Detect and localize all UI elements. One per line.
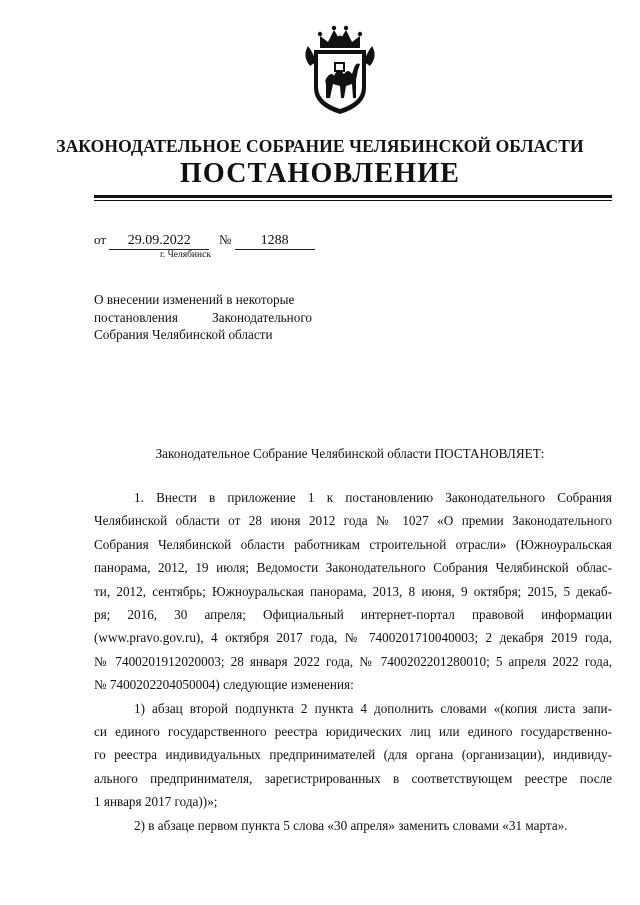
body-line: панорама, 2012, 19 июля; Ведомости Законодательного Собрания Челябинской облас- xyxy=(94,560,612,576)
date-prefix: от xyxy=(94,232,107,247)
body-line: Челябинской области от 28 июня 2012 года № 1027 «О премии Законодательного xyxy=(94,513,612,529)
coat-of-arms-icon xyxy=(298,22,382,118)
body-line: (www.pravo.gov.ru), 4 октября 2017 года, № 7400201710040003; 2 декабря 2019 года, xyxy=(94,630,612,646)
resolve-statement: Законодательное Собрание Челябинской области ПОСТАНОВЛЯЕТ: xyxy=(155,446,545,461)
subject-word: Законодательного xyxy=(212,309,312,325)
body-line: си единого государственного реестра юридических лиц или единого государственно- xyxy=(94,724,612,740)
header-divider-thin xyxy=(94,200,612,201)
body-line: ря; 2016, 30 апреля; Официальный интернет-портал правовой информации xyxy=(94,607,612,623)
body-line: 1. Внести в приложение 1 к постановлению Законодательного Собрания xyxy=(134,490,612,505)
header-divider-thick xyxy=(94,195,612,198)
body-line: № 7400201912020003; 28 января 2022 года, № 7400202201280010; 5 апреля 2022 года, xyxy=(94,653,612,669)
body-line: Собрания Челябинской области работникам строительной отрасли» (Южноуральская xyxy=(94,536,612,552)
body-line: № 7400202204050004) следующие изменения: xyxy=(94,677,354,693)
subject-line: О внесении изменений в некоторые xyxy=(94,292,295,307)
subject-line xyxy=(94,309,312,327)
body-line: 1) абзац второй подпункта 2 пункта 4 дополнить словами «(копия листа запи- xyxy=(134,700,612,716)
document-date: 29.09.2022 xyxy=(109,233,209,250)
subject-line: Собрания Челябинской области xyxy=(94,327,273,342)
body-line: 2) в абзаце первом пункта 5 слова «30 апреля» заменить словами «31 марта». xyxy=(134,817,568,833)
city-label: г. Челябинск xyxy=(160,250,211,260)
organization-name: ЗАКОНОДАТЕЛЬНОЕ СОБРАНИЕ ЧЕЛЯБИНСКОЙ ОБЛАСТИ xyxy=(56,136,584,156)
document-type-title: ПОСТАНОВЛЕНИЕ xyxy=(179,158,461,189)
body-line: ти, 2012, сентябрь; Южноуральская панорама, 2013, 8 июня, 9 октября; 2015, 5 декаб- xyxy=(94,583,612,599)
body-line: го реестра индивидуальных предпринимателей (для органа (организации), индивиду- xyxy=(94,747,612,763)
document-number: 1288 xyxy=(235,233,315,250)
subject-word: постановления xyxy=(94,309,178,325)
document-body xyxy=(94,486,612,837)
body-line: ального предпринимателя, зарегистрированных в соответствующем реестре после xyxy=(94,770,612,786)
body-line: 1 января 2017 года))»; xyxy=(94,794,218,810)
date-number-line xyxy=(94,232,315,250)
document-subject xyxy=(94,291,312,344)
number-prefix: № xyxy=(219,232,232,247)
